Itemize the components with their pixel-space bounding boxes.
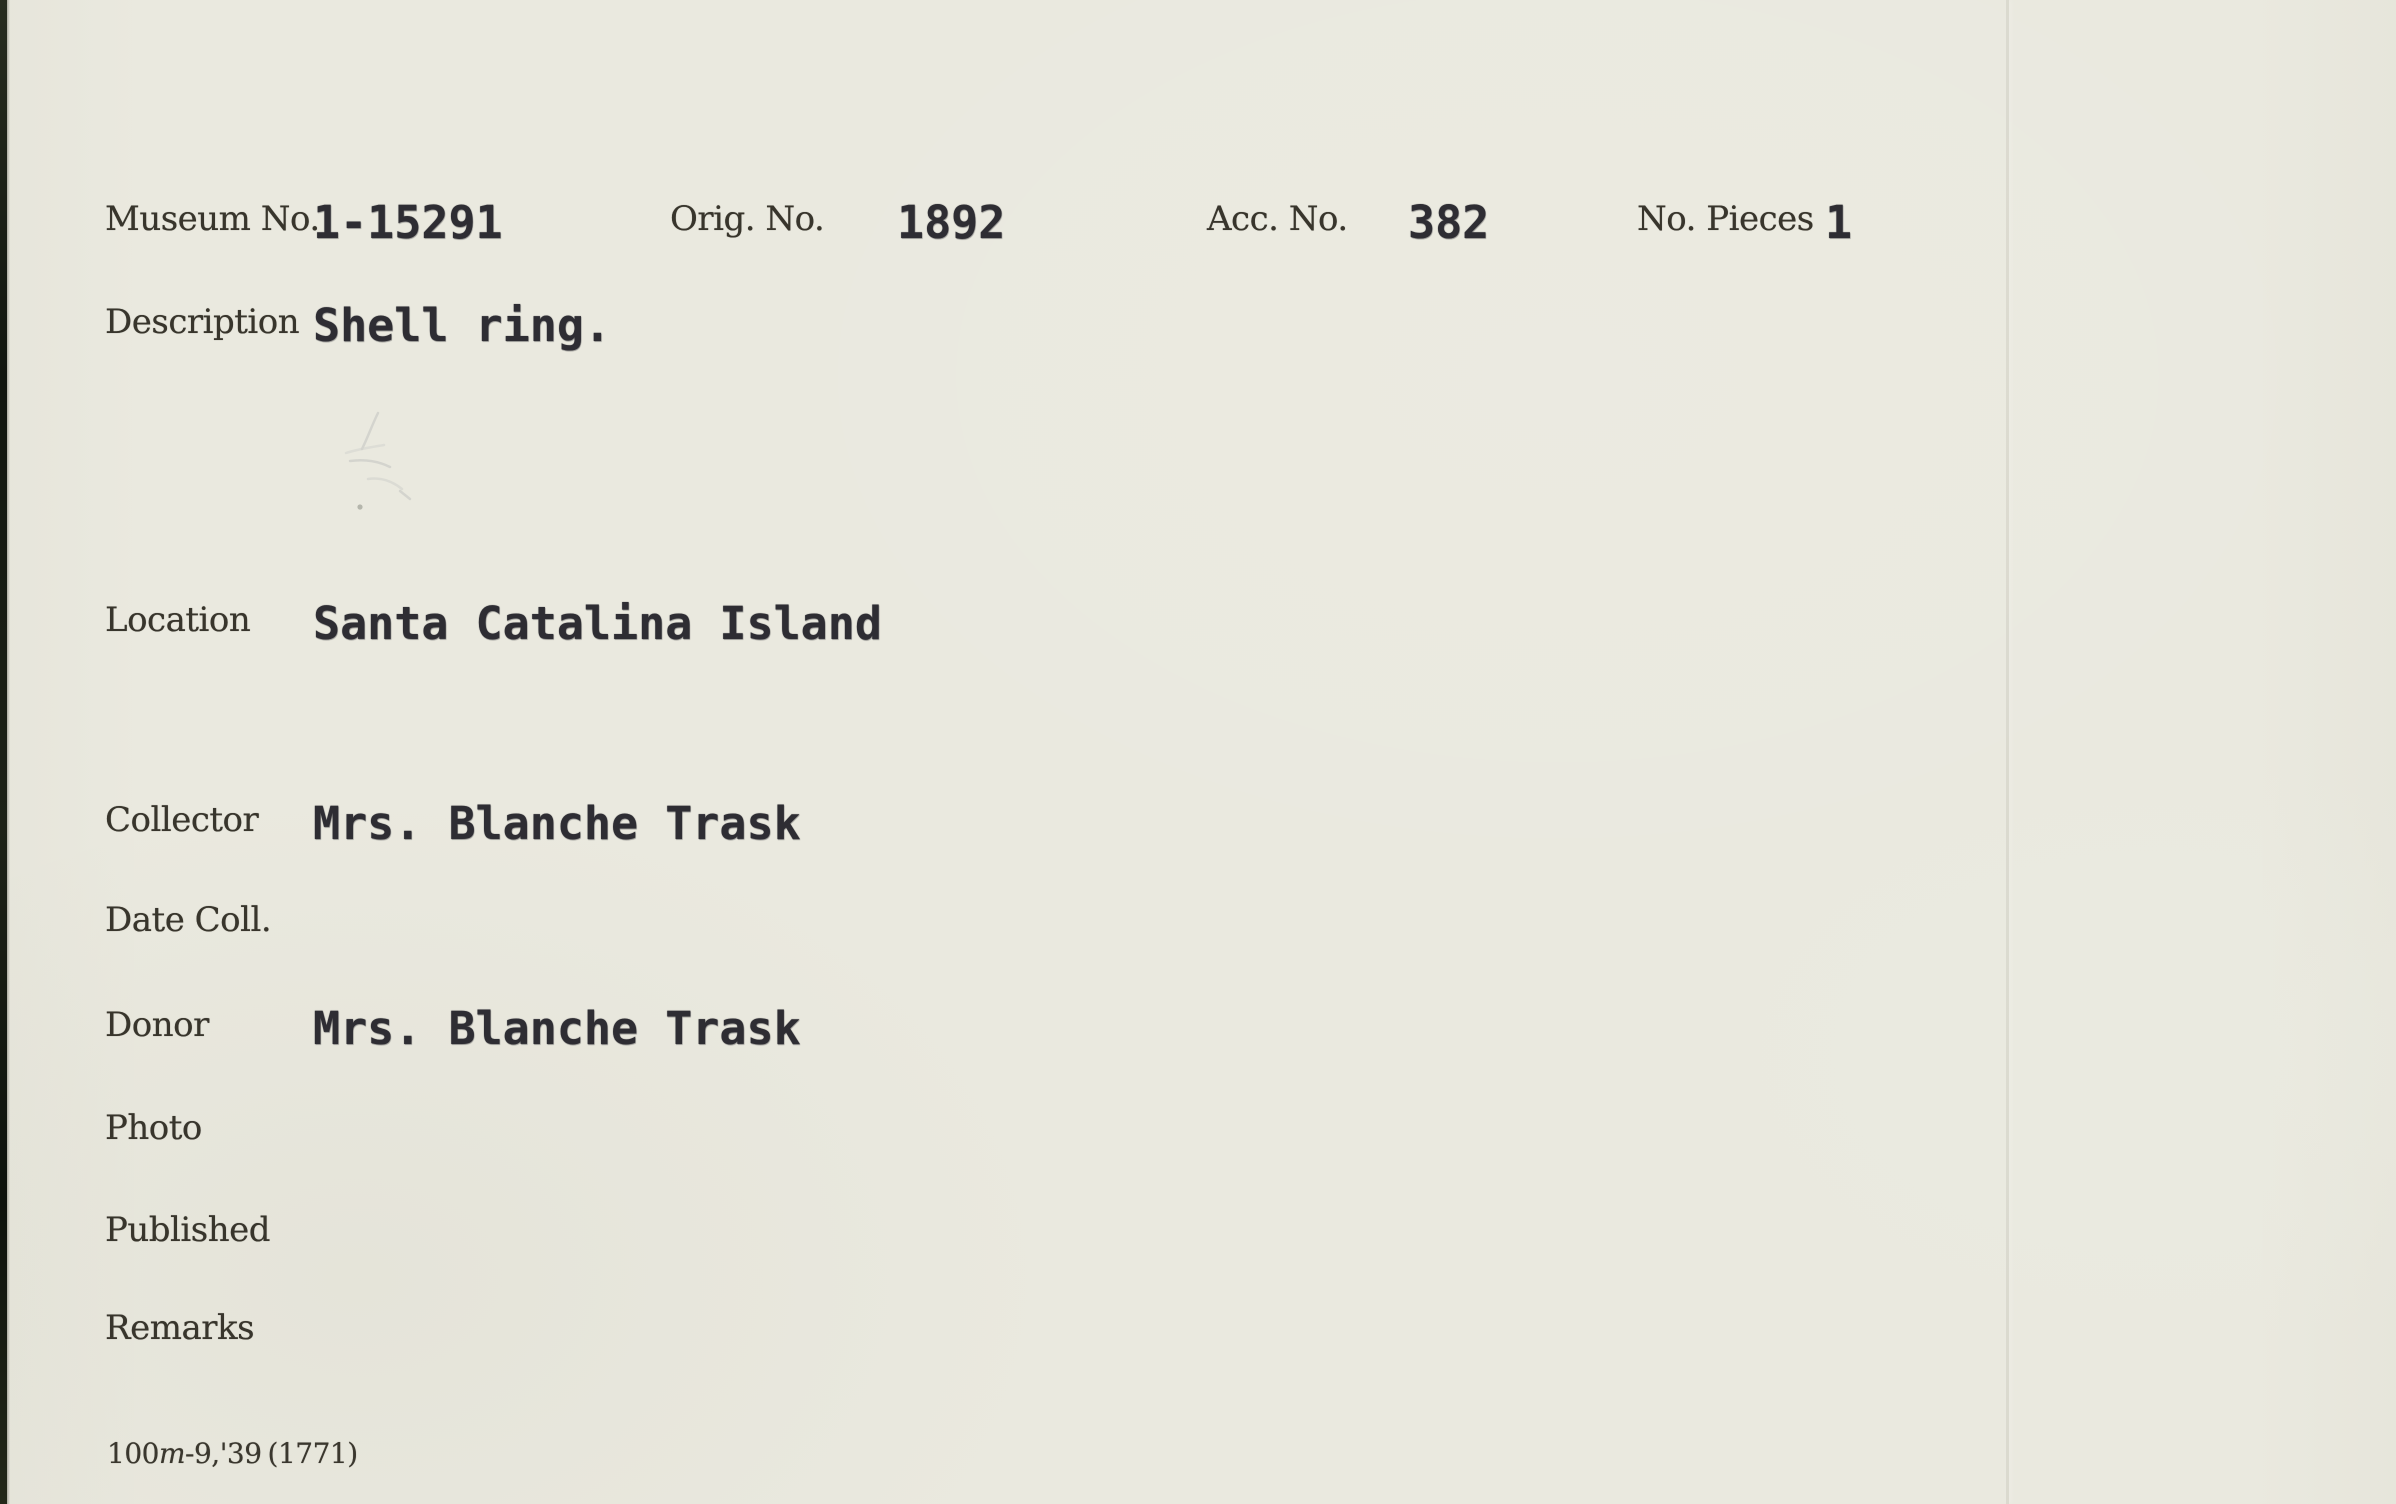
collector-label: Collector — [105, 800, 259, 840]
field-row-location — [0, 597, 2396, 650]
field-row-date-coll — [0, 897, 2396, 943]
donor-label: Donor — [105, 1005, 209, 1045]
orig-no-value: 1892 — [897, 196, 1006, 249]
print-code-part: -9,'39 — [185, 1437, 262, 1470]
pencil-smudge — [250, 395, 490, 535]
collector-value: Mrs. Blanche Trask — [313, 797, 801, 850]
location-value: Santa Catalina Island — [313, 597, 882, 650]
description-value: Shell ring. — [313, 299, 612, 352]
field-row-photo — [0, 1105, 2396, 1151]
orig-no-label: Orig. No. — [670, 199, 825, 239]
print-code — [107, 1436, 358, 1472]
museum-no-label: Museum No. — [105, 199, 320, 239]
no-pieces-value: 1 — [1825, 196, 1853, 249]
print-code-part-italic: m — [158, 1437, 186, 1470]
remarks-label: Remarks — [105, 1308, 255, 1348]
field-row-donor — [0, 1002, 2396, 1055]
acc-no-label: Acc. No. — [1207, 199, 1348, 239]
photo-label: Photo — [105, 1108, 202, 1148]
acc-no-value: 382 — [1408, 196, 1490, 249]
description-label: Description — [105, 302, 300, 342]
print-code-part: (1771) — [267, 1437, 358, 1470]
published-label: Published — [105, 1210, 271, 1250]
print-code-part: 100 — [107, 1437, 159, 1470]
field-row-collector — [0, 797, 2396, 850]
field-row-remarks — [0, 1305, 2396, 1351]
donor-value: Mrs. Blanche Trask — [313, 1002, 801, 1055]
museum-no-value: 1-15291 — [313, 196, 503, 249]
header-row — [0, 196, 2396, 249]
field-row-published — [0, 1207, 2396, 1253]
field-row-description — [0, 299, 2396, 352]
no-pieces-label: No. Pieces — [1637, 199, 1814, 239]
date-coll-label: Date Coll. — [105, 900, 272, 940]
location-label: Location — [105, 600, 251, 640]
